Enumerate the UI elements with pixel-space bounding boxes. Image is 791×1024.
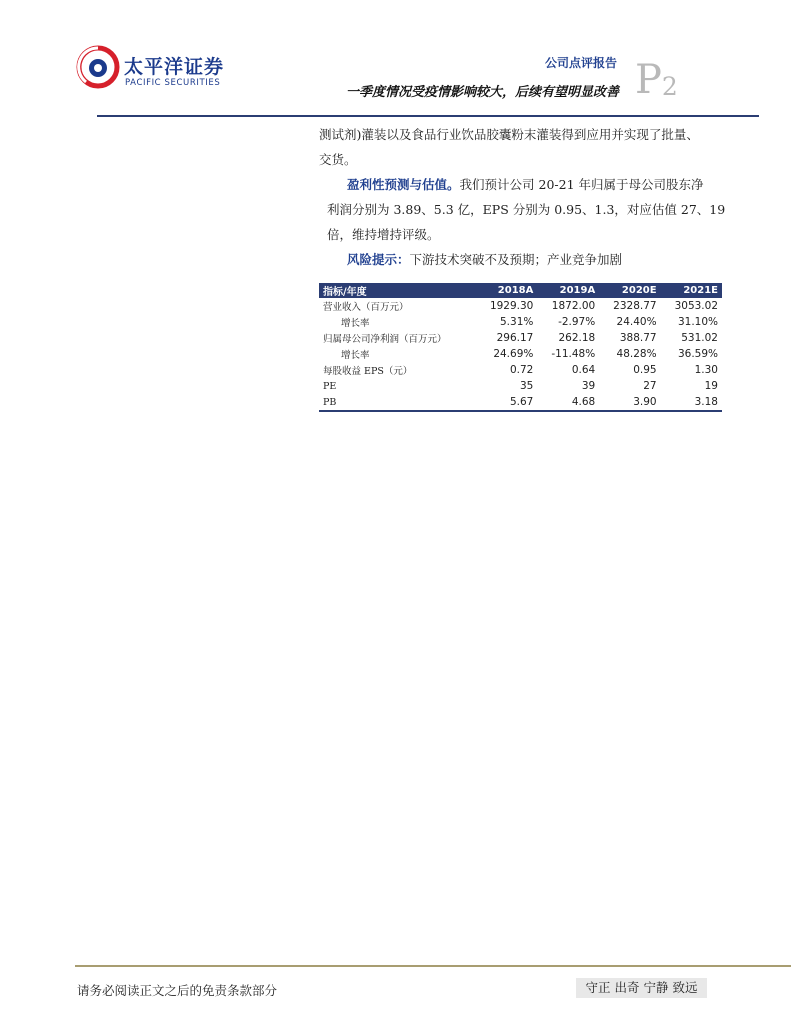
table-cell: 1872.00 [551,300,596,312]
table-cell: 27 [643,380,657,392]
report-type: 公司点评报告 [544,56,617,70]
report-headline: 一季度情况受疫情影响较大，后续有望明显改善 [345,85,619,100]
table-cell: 0.95 [633,364,657,376]
row-label: 增长率 [341,350,370,361]
table-row [319,330,722,346]
row-label: 增长率 [341,318,370,329]
column-header: 指标/年度 [319,283,476,298]
table-header-row [319,283,722,298]
body-text [319,122,734,272]
table-row [319,394,722,411]
table-row [319,298,722,314]
column-header: 2020E [599,283,660,298]
footer-disclaimer: 请务必阅读正文之后的免责条款部分 [77,983,278,998]
profit-heading: 盈利性预测与估值。 [347,177,460,192]
financial-forecast-table [319,283,722,412]
table-cell: 19 [704,380,718,392]
table-cell: 3.90 [599,394,660,411]
table-cell: 35 [519,380,534,392]
footer-divider [75,965,791,967]
profit-line: 利润分别为 3.89、5.3 亿，EPS 分别为 0.95、1.3，对应估值 27、19 [327,202,726,217]
table-cell: 3053.02 [674,300,718,312]
table-cell: 31.10% [677,316,718,328]
table-cell: 24.40% [616,316,657,328]
risk-paragraph [319,247,734,272]
table-cell: 296.17 [496,332,534,344]
risk-heading: 风险提示： [347,252,410,267]
row-label: PB [319,394,476,411]
table-cell: 5.31% [500,316,534,328]
row-label: 归属母公司净利润（百万元） [323,334,447,345]
table-row [319,314,722,330]
table-cell: 0.64 [571,364,596,376]
profit-text: 我们预计公司 20-21 年归属于母公司股东净 [459,177,704,192]
table-cell: -2.97% [558,316,596,328]
profit-line: 倍，维持增持评级。 [327,227,440,242]
column-header: 2018A [476,283,537,298]
logo-english-name: PACIFIC SECURITIES [125,78,221,88]
table-cell: 36.59% [677,348,718,360]
table-cell: 388.77 [619,332,657,344]
table-cell: 531.02 [681,332,718,344]
header-divider [97,115,759,117]
table-cell: 2328.77 [613,300,657,312]
page-number [635,57,678,103]
company-logo [76,42,236,92]
table-row [319,346,722,362]
column-header: 2019A [537,283,599,298]
table-cell: 48.28% [616,348,657,360]
table-cell: 3.18 [661,394,722,411]
table-cell: 5.67 [476,394,537,411]
body-line: 交货。 [319,152,357,167]
table-cell: 1.30 [694,364,718,376]
table-cell: 39 [581,380,596,392]
table-cell: 24.69% [493,348,534,360]
table-cell: 4.68 [537,394,599,411]
table-row [319,378,722,394]
row-label: 每股收益 EPS（元） [323,366,413,377]
table-row [319,362,722,378]
body-line: 测试剂)灌装以及食品行业饮品胶囊粉末灌装得到应用并实现了批量、 [319,127,699,142]
profit-paragraph [319,172,734,197]
table-cell: 0.72 [509,364,534,376]
table-cell: 1929.30 [489,300,534,312]
page-letter: P [635,57,662,103]
row-label: PE [323,380,337,392]
column-header: 2021E [661,283,722,298]
footer-motto: 守正 出奇 宁静 致远 [576,978,707,998]
risk-text: 下游技术突破不及预期；产业竞争加剧 [409,252,623,267]
row-label: 营业收入（百万元） [323,302,409,313]
page-digit: 2 [661,72,678,101]
logo-chinese-name: 太平洋证券 [124,56,225,78]
pacific-logo-icon [76,42,120,92]
table-cell: -11.48% [551,348,596,360]
table-cell: 262.18 [558,332,596,344]
